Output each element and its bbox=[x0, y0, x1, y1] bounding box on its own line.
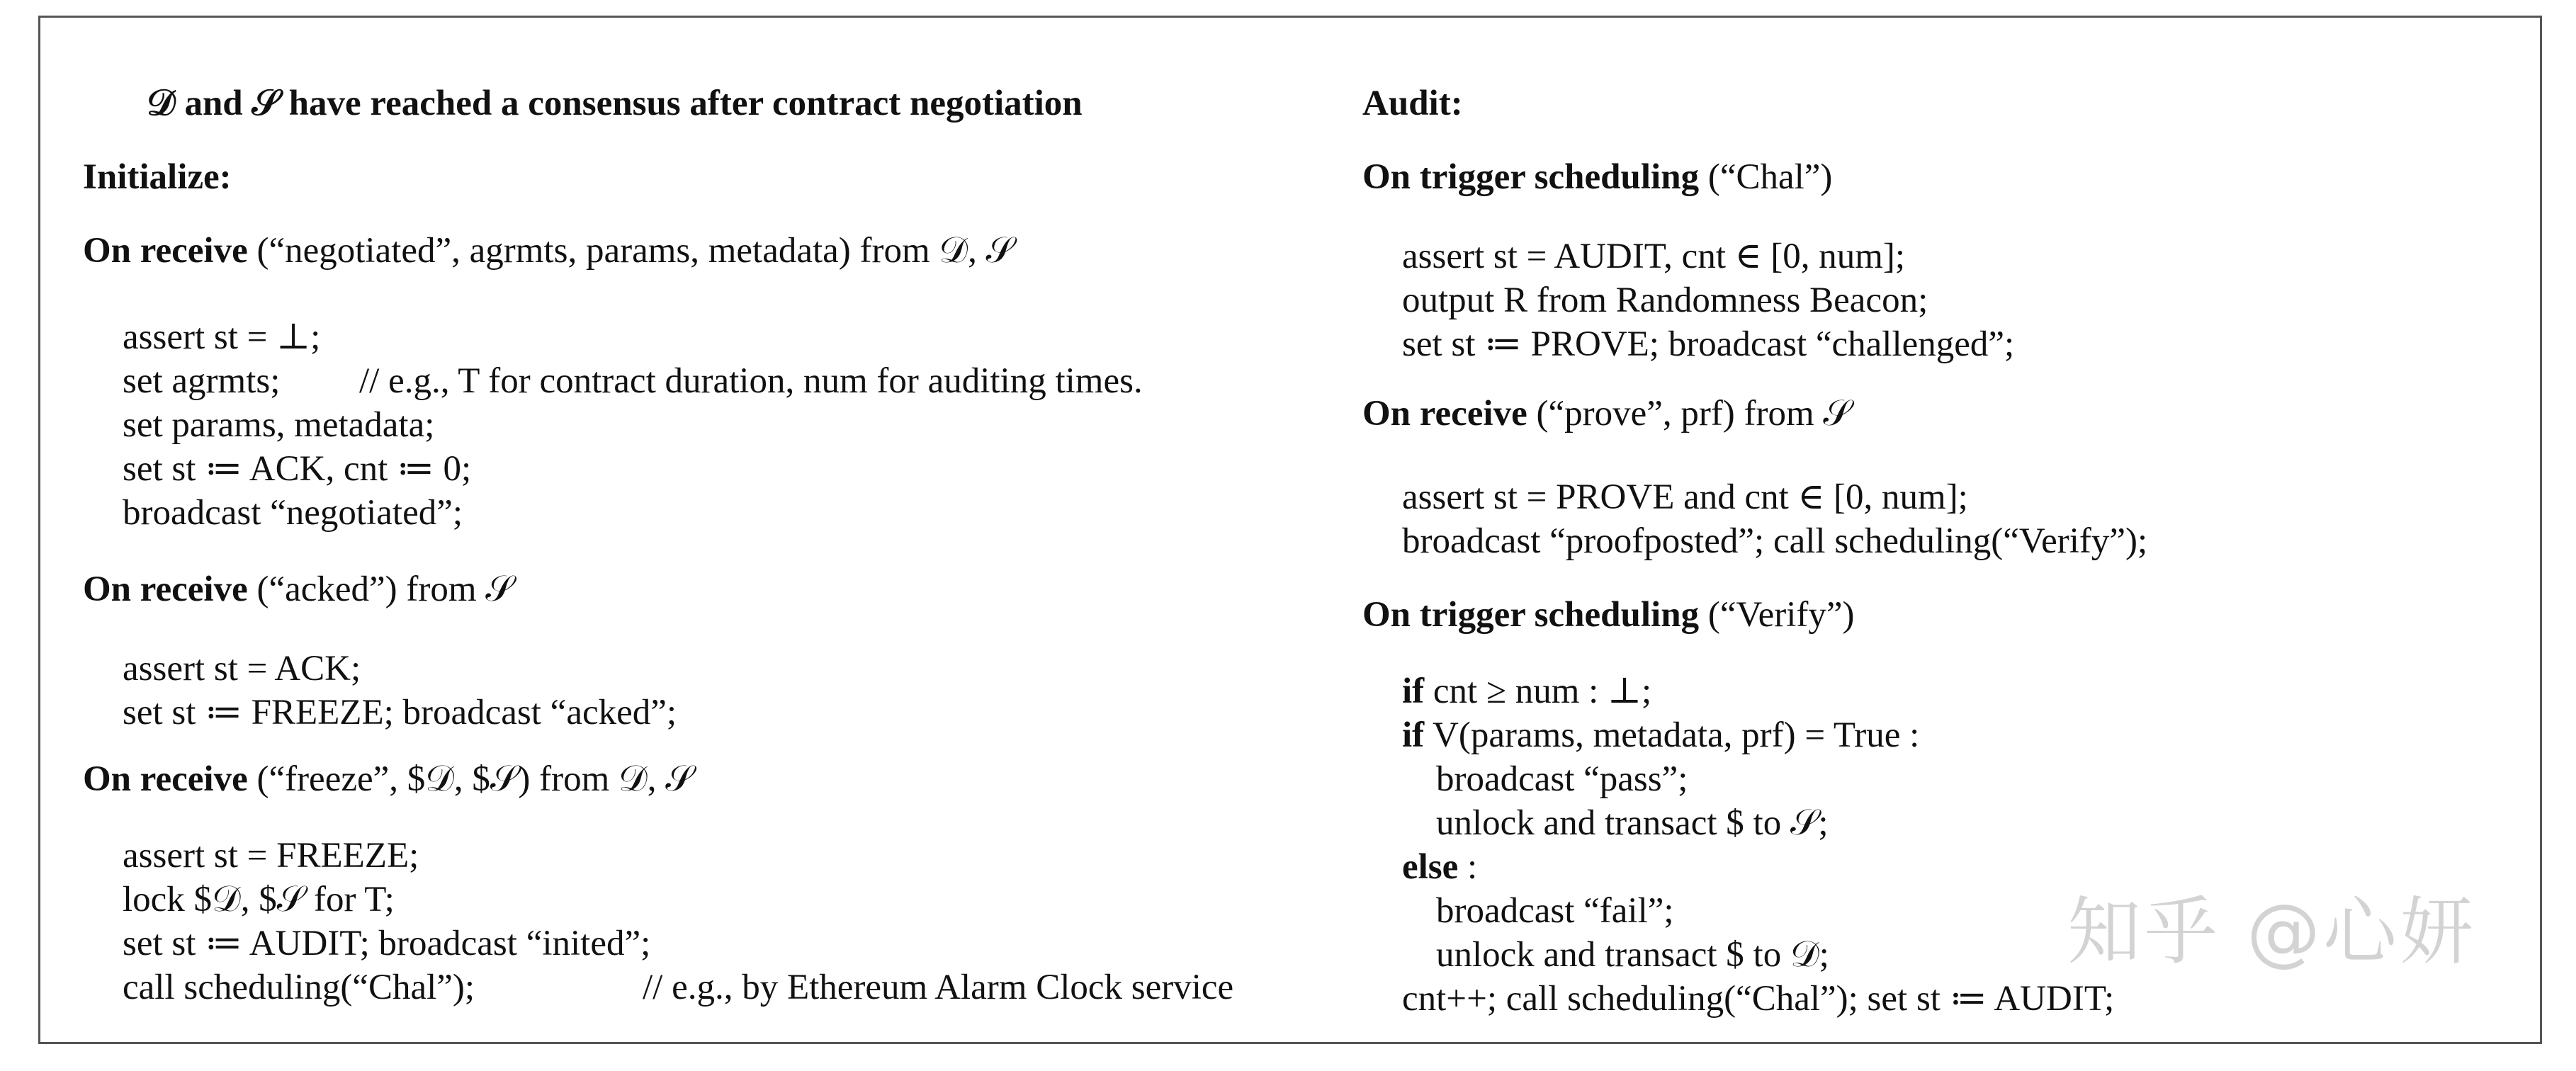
watermark: 知乎 @心妍 bbox=[2067, 888, 2476, 975]
keyword: if bbox=[1402, 672, 1425, 711]
code-line: broadcast “negotiated”; bbox=[123, 493, 463, 533]
algorithm-box bbox=[38, 16, 2542, 1044]
code-line: set params, metadata; bbox=[123, 405, 435, 445]
keyword: On receive bbox=[83, 570, 248, 609]
trigger-argument: (“Chal”) bbox=[1707, 157, 1833, 197]
code-comment: // e.g., by Ethereum Alarm Clock service bbox=[643, 968, 1234, 1007]
trigger-chal-header bbox=[1362, 155, 1832, 199]
code-line: set st ≔ FREEZE; broadcast “acked”; bbox=[123, 693, 677, 732]
message-signature: (“acked”) from 𝒮 bbox=[256, 570, 514, 609]
condition: : bbox=[1467, 847, 1478, 887]
consensus-header: 𝒟 and 𝒮 have reached a consensus after contract negotiation bbox=[147, 84, 1083, 123]
trigger-argument: (“Verify”) bbox=[1707, 595, 1855, 635]
code-line: unlock and transact $ to 𝒟; bbox=[1436, 935, 1829, 975]
condition: V(params, metadata, prf) = True : bbox=[1433, 715, 1920, 755]
code-line: set st ≔ ACK, cnt ≔ 0; bbox=[123, 449, 472, 489]
condition: cnt ≥ num : ⊥; bbox=[1433, 672, 1652, 711]
keyword: On receive bbox=[1362, 394, 1527, 434]
keyword: On trigger scheduling bbox=[1362, 595, 1700, 635]
code-line: unlock and transact $ to 𝒮; bbox=[1436, 803, 1829, 843]
code-line: assert st = AUDIT, cnt ∈ [0, num]; bbox=[1402, 237, 1906, 276]
audit-heading: Audit: bbox=[1362, 84, 1463, 123]
keyword: if bbox=[1402, 715, 1425, 755]
keyword: else bbox=[1402, 847, 1459, 887]
if-line bbox=[1402, 713, 1919, 757]
code-line: set agrmts; bbox=[123, 361, 281, 401]
keyword: On trigger scheduling bbox=[1362, 157, 1700, 197]
else-line bbox=[1402, 845, 1477, 889]
receive-prove-header bbox=[1362, 392, 1851, 436]
code-comment: // e.g., T for contract duration, num for auditing times. bbox=[359, 361, 1143, 401]
receive-negotiated-header bbox=[83, 229, 1014, 273]
code-line: broadcast “fail”; bbox=[1436, 891, 1674, 931]
code-line: assert st = PROVE and cnt ∈ [0, num]; bbox=[1402, 477, 1968, 517]
code-line: assert st = ACK; bbox=[123, 649, 361, 688]
message-signature: (“freeze”, $𝒟, $𝒮) from 𝒟, 𝒮 bbox=[256, 759, 694, 799]
receive-freeze-header bbox=[83, 757, 694, 801]
code-line: cnt++; call scheduling(“Chal”); set st ≔ AUDIT; bbox=[1402, 979, 2115, 1019]
code-line: assert st = FREEZE; bbox=[123, 836, 419, 876]
if-line bbox=[1402, 669, 1651, 713]
message-signature: (“negotiated”, agrmts, params, metadata) from 𝒟, 𝒮 bbox=[256, 231, 1015, 271]
code-line: assert st = ⊥; bbox=[123, 317, 321, 357]
message-signature: (“prove”, prf) from 𝒮 bbox=[1536, 394, 1851, 434]
code-line: call scheduling(“Chal”); bbox=[123, 968, 475, 1007]
code-line: set st ≔ PROVE; broadcast “challenged”; bbox=[1402, 324, 2015, 364]
trigger-verify-header bbox=[1362, 593, 1855, 637]
code-line: broadcast “pass”; bbox=[1436, 759, 1688, 799]
code-line: lock $𝒟, $𝒮 for T; bbox=[123, 880, 395, 919]
keyword: On receive bbox=[83, 759, 248, 799]
receive-acked-header bbox=[83, 567, 514, 611]
code-line: set st ≔ AUDIT; broadcast “inited”; bbox=[123, 924, 651, 963]
code-line: output R from Randomness Beacon; bbox=[1402, 280, 1928, 320]
keyword: On receive bbox=[83, 231, 248, 271]
initialize-heading: Initialize: bbox=[83, 157, 232, 197]
code-line: broadcast “proofposted”; call scheduling(“Verify”); bbox=[1402, 521, 2148, 561]
